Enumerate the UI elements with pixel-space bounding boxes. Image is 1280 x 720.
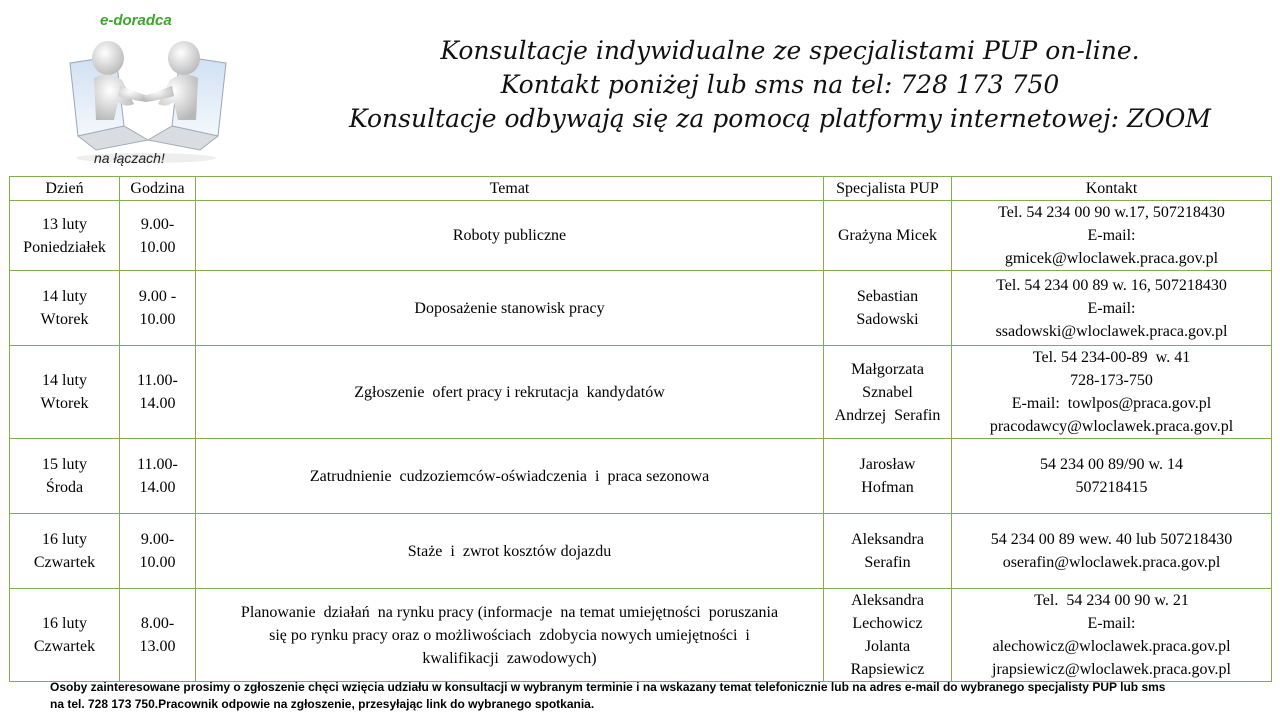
cell-topic [196, 346, 824, 439]
cell-contact [952, 589, 1272, 682]
cell-topic-line: Planowanie działań na rynku pracy (informacje na temat umiejętności poruszania [240, 603, 779, 621]
cell-hours-line: 14.00 [139, 395, 176, 412]
brand-tagline: na łączach! [94, 150, 165, 166]
cell-contact-line: E-mail: [1087, 299, 1136, 317]
cell-topic-line: Roboty publiczne [452, 227, 567, 244]
e-doradca-logo-illustration [56, 8, 236, 173]
cell-hours-line: 13.00 [139, 638, 176, 655]
cell-hours-line: 10.00 [139, 554, 176, 571]
cell-hours-line: 9.00- [140, 531, 175, 548]
table-row [10, 589, 1272, 682]
cell-contact-line: E-mail: [1087, 615, 1136, 632]
table-row [10, 439, 1272, 514]
cell-day-line: 16 luty [42, 531, 87, 548]
schedule-body [10, 201, 1272, 682]
cell-day-line: Czwartek [33, 638, 96, 655]
cell-day-line: 13 luty [42, 215, 87, 233]
cell-day-line: Wtorek [40, 395, 89, 412]
footer-line-2: na tel. 728 173 750.Pracownik odpowie na zgłoszenie, przesyłając link do wybranego spotkania. [50, 697, 595, 711]
table-row [10, 514, 1272, 589]
cell-specialist-line: Serafin [864, 554, 911, 571]
cell-specialist [824, 439, 952, 514]
cell-contact-line: ssadowski@wloclawek.praca.gov.pl [995, 322, 1228, 340]
cell-contact-line: 507218415 [1075, 479, 1148, 496]
cell-specialist-line: Jarosław [859, 456, 916, 473]
cell-specialist [824, 514, 952, 589]
page-heading [285, 34, 1275, 136]
cell-specialist-line: Aleksandra [851, 592, 924, 609]
table-header-row [10, 177, 1272, 201]
cell-contact-line: Tel. 54 234 00 90 w.17, 507218430 [998, 204, 1225, 221]
cell-day-line: 14 luty [42, 288, 87, 305]
cell-day [10, 201, 120, 271]
cell-contact-line: Tel. 54 234-00-89 w. 41 [1032, 349, 1191, 366]
cell-day [10, 346, 120, 439]
cell-topic [196, 271, 824, 346]
cell-specialist-line: Lechowicz [852, 615, 923, 632]
cell-contact-line: gmicek@wloclawek.praca.gov.pl [1004, 250, 1219, 267]
cell-hours [120, 346, 196, 439]
cell-contact-line: 54 234 00 89 wew. 40 lub 507218430 [990, 531, 1233, 548]
cell-contact-line: Tel. 54 234 00 90 w. 21 [1034, 592, 1189, 609]
cell-day-line: Wtorek [40, 311, 89, 328]
cell-contact [952, 514, 1272, 589]
cell-topic [196, 589, 824, 682]
column-header-topic: Temat [196, 177, 824, 201]
column-header-hours: Godzina [120, 177, 196, 201]
cell-hours [120, 271, 196, 346]
cell-day-line: 16 luty [42, 615, 87, 632]
cell-topic-line: kwalifikacji zawodowych) [422, 649, 597, 667]
cell-contact [952, 271, 1272, 346]
brand-name: e-doradca [100, 12, 172, 29]
cell-day-line: Środa [45, 479, 84, 496]
cell-specialist [824, 201, 952, 271]
cell-specialist-line: Andrzej Serafin [834, 406, 941, 424]
cell-topic-line: Zgłoszenie ofert pracy i rekrutacja kandydatów [354, 383, 665, 401]
cell-day-line: 15 luty [42, 456, 87, 473]
cell-topic-line: się po rynku pracy oraz o możliwościach zdobycia nowych umiejętności i [269, 626, 750, 644]
cell-topic-line: Doposażenie stanowisk pracy [414, 299, 605, 317]
cell-contact-line: E-mail: [1087, 227, 1136, 244]
cell-topic-line: Staże i zwrot kosztów dojazdu [407, 542, 612, 560]
cell-specialist [824, 589, 952, 682]
footer-line-1: Osoby zainteresowane prosimy o zgłoszenie chęci wzięcia udziału w konsultacji w wybranym terminie i na wskazany temat telefonicznie lub na adres e-mail do wybranego specjalisty PUP lub sms [50, 680, 1166, 694]
cell-contact-line: Tel. 54 234 00 89 w. 16, 507218430 [996, 276, 1227, 294]
cell-contact [952, 439, 1272, 514]
cell-hours-line: 9.00 - [138, 288, 177, 305]
cell-hours-line: 11.00- [137, 372, 178, 389]
cell-hours-line: 14.00 [139, 479, 176, 496]
column-header-contact: Kontakt [952, 177, 1272, 201]
cell-topic [196, 439, 824, 514]
heading-line-2: Kontakt poniżej lub sms na tel: 728 173 750 [500, 70, 1060, 99]
cell-hours-line: 8.00- [140, 615, 175, 632]
cell-specialist-line: Rapsiewicz [850, 661, 925, 678]
table-row [10, 271, 1272, 346]
table-row [10, 346, 1272, 439]
cell-day-line: Poniedziałek [23, 238, 106, 256]
cell-specialist-line: Sebastian [856, 288, 919, 305]
column-header-day: Dzień [10, 177, 120, 201]
consultation-schedule-table [9, 176, 1272, 682]
cell-day [10, 589, 120, 682]
cell-hours-line: 10.00 [139, 311, 176, 328]
cell-topic-line: Zatrudnienie cudzoziemców-oświadczenia i praca sezonowa [309, 467, 710, 485]
cell-specialist-line: Sznabel [862, 383, 913, 401]
cell-day [10, 439, 120, 514]
cell-hours-line: 10.00 [139, 238, 176, 256]
cell-contact-line: oserafin@wloclawek.praca.gov.pl [1002, 554, 1221, 571]
cell-specialist [824, 346, 952, 439]
cell-specialist [824, 271, 952, 346]
cell-specialist-line: Małgorzata [851, 360, 924, 378]
cell-contact [952, 346, 1272, 439]
cell-specialist-line: Jolanta [864, 638, 911, 655]
cell-hours [120, 439, 196, 514]
cell-day [10, 271, 120, 346]
cell-hours-line: 9.00- [140, 215, 175, 233]
cell-contact-line: 728-173-750 [1070, 372, 1153, 389]
cell-day-line: Czwartek [33, 554, 96, 571]
cell-specialist-line: Hofman [861, 479, 914, 496]
cell-topic [196, 201, 824, 271]
column-header-specialist: Specjalista PUP [824, 177, 952, 201]
cell-contact-line: pracodawcy@wloclawek.praca.gov.pl [989, 418, 1234, 435]
cell-hours [120, 201, 196, 271]
cell-specialist-line: Aleksandra [851, 531, 924, 548]
heading-line-1: Konsultacje indywidualne ze specjalistami PUP on-line. [440, 36, 1140, 65]
cell-day [10, 514, 120, 589]
cell-contact-line: 54 234 00 89/90 w. 14 [1040, 456, 1183, 473]
footer-note [50, 679, 1250, 713]
cell-day-line: 14 luty [42, 372, 87, 389]
table-row [10, 201, 1272, 271]
cell-hours [120, 589, 196, 682]
cell-specialist-line: Grażyna Micek [837, 227, 938, 244]
cell-contact-line: alechowicz@wloclawek.praca.gov.pl [992, 638, 1231, 655]
heading-line-3: Konsultacje odbywają się za pomocą platformy internetowej: ZOOM [348, 104, 1211, 133]
cell-specialist-line: Sadowski [856, 311, 919, 328]
cell-hours-line: 11.00- [137, 456, 178, 473]
cell-topic [196, 514, 824, 589]
cell-hours [120, 514, 196, 589]
cell-contact-line: jrapsiewicz@wloclawek.praca.gov.pl [992, 661, 1231, 678]
cell-contact [952, 201, 1272, 271]
cell-contact-line: E-mail: towlpos@praca.gov.pl [1011, 395, 1212, 412]
